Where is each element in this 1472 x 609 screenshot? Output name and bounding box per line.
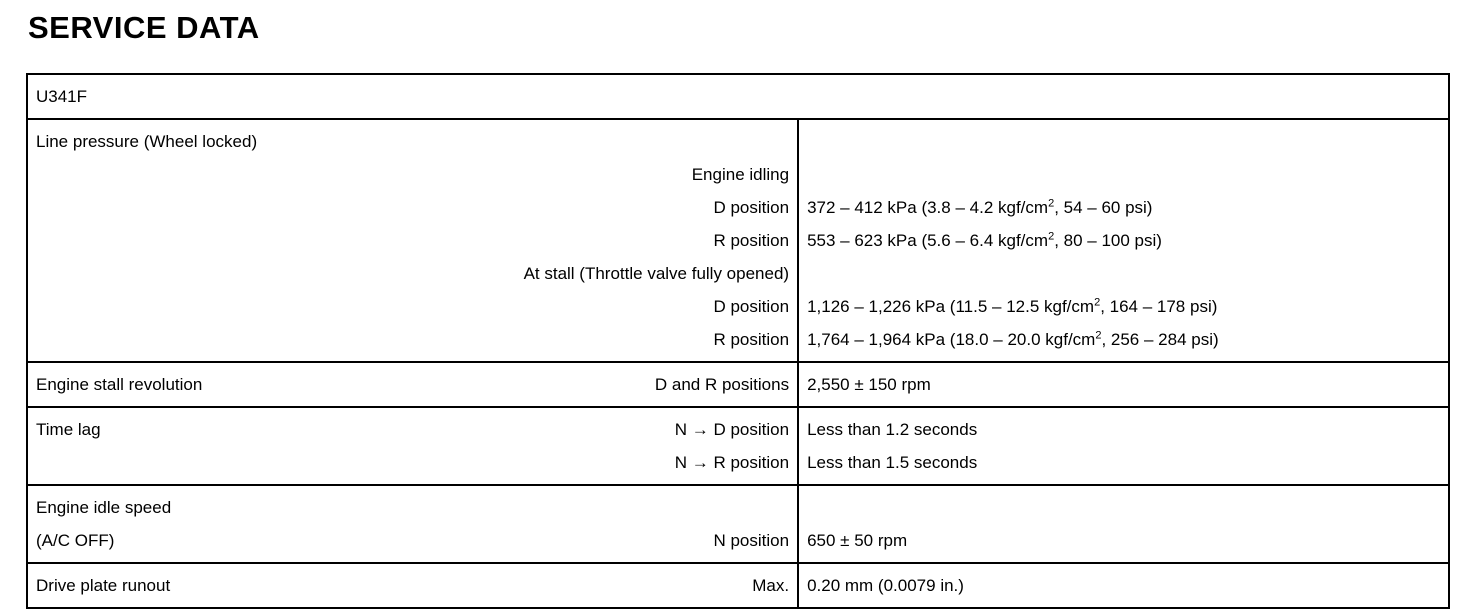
model-name: U341F bbox=[36, 87, 88, 106]
label-left: Line pressure (Wheel locked) bbox=[36, 132, 258, 151]
value-line: 650 ± 50 rpm bbox=[807, 531, 908, 550]
table-row bbox=[27, 362, 1449, 407]
table-row-model bbox=[27, 74, 1449, 119]
value-line: 553 – 623 kPa (5.6 – 6.4 kgf/$cm^2$, 80 – 100 psi) bbox=[807, 230, 1162, 250]
value-line: 1,764 – 1,964 kPa (18.0 – 20.0 kgf/$cm^2$, 256 – 284 psi) bbox=[807, 329, 1219, 349]
engine-stall-revolution-label-cell bbox=[27, 362, 798, 407]
engine-stall-revolution-value-cell bbox=[798, 362, 1449, 407]
label-left: Drive plate runout bbox=[36, 576, 171, 595]
label-right: N position bbox=[713, 531, 790, 550]
label-left: Engine stall revolution bbox=[36, 375, 203, 394]
table-row bbox=[27, 119, 1449, 362]
table-row bbox=[27, 485, 1449, 563]
table-row bbox=[27, 563, 1449, 608]
label-line: Engine idling bbox=[691, 165, 790, 184]
engine-idle-speed-value-cell bbox=[798, 485, 1449, 563]
label-left: (A/C OFF) bbox=[36, 531, 115, 550]
model-cell bbox=[27, 74, 1449, 119]
time-lag-value-cell bbox=[798, 407, 1449, 485]
label-line bbox=[36, 125, 789, 158]
label-line: Engine idle speed bbox=[36, 498, 172, 517]
value-line: Less than 1.2 seconds bbox=[807, 420, 978, 439]
label-right: Max. bbox=[752, 576, 790, 595]
label-line bbox=[36, 368, 789, 401]
label-line bbox=[36, 524, 789, 557]
value-line: 372 – 412 kPa (3.8 – 4.2 kgf/$cm^2$, 54 – 60 psi) bbox=[807, 197, 1153, 217]
time-lag-label-cell bbox=[27, 407, 798, 485]
label-line bbox=[36, 569, 789, 602]
value-line: 2,550 ± 150 rpm bbox=[807, 375, 931, 394]
label-line bbox=[36, 413, 789, 446]
label-line: D position bbox=[713, 198, 790, 217]
line-pressure-label-cell bbox=[27, 119, 798, 362]
label-line: D position bbox=[713, 297, 790, 316]
line-pressure-value-cell bbox=[798, 119, 1449, 362]
engine-idle-speed-label-cell bbox=[27, 485, 798, 563]
value-line: 0.20 mm (0.0079 in.) bbox=[807, 576, 964, 595]
service-data-table bbox=[26, 73, 1450, 609]
label-left: Time lag bbox=[36, 420, 101, 439]
label-line: N → R position bbox=[674, 453, 790, 472]
drive-plate-runout-value-cell bbox=[798, 563, 1449, 608]
label-line: R position bbox=[713, 330, 790, 349]
label-line: R position bbox=[713, 231, 790, 250]
label-right: N → D position bbox=[674, 420, 790, 439]
page-title: SERVICE DATA bbox=[28, 10, 260, 45]
table-row bbox=[27, 407, 1449, 485]
label-right: D and R positions bbox=[654, 375, 790, 394]
value-line: Less than 1.5 seconds bbox=[807, 453, 978, 472]
value-line: 1,126 – 1,226 kPa (11.5 – 12.5 kgf/$cm^2$, 164 – 178 psi) bbox=[807, 296, 1218, 316]
drive-plate-runout-label-cell bbox=[27, 563, 798, 608]
label-line: At stall (Throttle valve fully opened) bbox=[523, 264, 790, 283]
service-data-page bbox=[0, 8, 1472, 595]
